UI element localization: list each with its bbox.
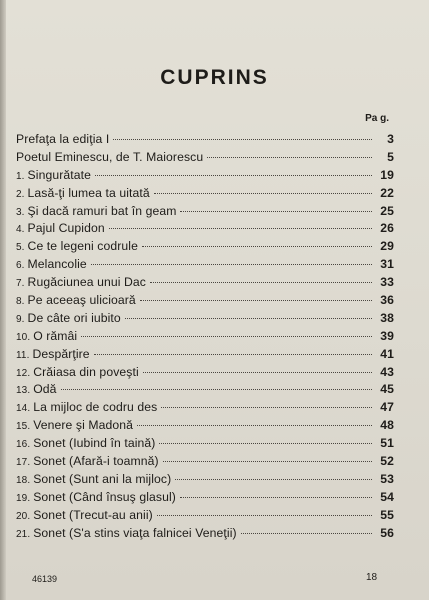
toc-entry-page: 47: [380, 400, 394, 415]
page-column-label: Pa g.: [365, 113, 389, 124]
toc-entry-number: 19.: [16, 492, 31, 504]
toc-entry-page: 36: [380, 293, 394, 308]
toc-entry: [16, 526, 394, 544]
toc-entry-title: Sonet (Afară-i toamnă): [33, 454, 159, 469]
toc-entry-title: Prefaţa la ediţia I: [16, 132, 110, 146]
dot-leader: [91, 264, 372, 265]
toc-entry-title: Rugăciunea unui Dac: [27, 275, 146, 290]
toc-entry-page: 43: [380, 364, 394, 379]
toc-entry-number: 14.: [16, 403, 31, 415]
toc-entry-number: 4.: [16, 224, 25, 236]
dot-leader: [241, 533, 372, 534]
toc-entry-page: 5: [387, 149, 394, 164]
dot-leader: [175, 479, 372, 480]
toc-entry-number: 2.: [16, 188, 25, 200]
toc-entry: [16, 257, 394, 275]
toc-entry-title: Ce te legeni codrule: [27, 239, 138, 254]
toc-entry-title: Sonet (Trecut-au anii): [33, 507, 153, 522]
toc-entry: [16, 454, 394, 472]
toc-entry-number: 15.: [16, 421, 31, 433]
toc-entry-title: Sonet (S'a stins viaţa falnicei Veneţii): [33, 525, 237, 540]
toc-entry-number: 18.: [16, 474, 31, 486]
toc-entry-title: Despărţire: [32, 346, 90, 361]
toc-entry-number: 17.: [16, 457, 31, 469]
toc-entry-page: 45: [380, 382, 394, 397]
dot-leader: [157, 515, 372, 516]
toc-entry-title: Sonet (Iubind în taină): [33, 436, 156, 451]
toc-entry: [16, 436, 394, 454]
toc-entry-title: Odă: [33, 382, 57, 397]
toc-entry-title: Poetul Eminescu, de T. Maiorescu: [16, 149, 204, 164]
dot-leader: [150, 282, 372, 283]
toc-entry-page: 31: [380, 257, 394, 272]
toc-entry-title: Melancolie: [27, 257, 87, 272]
toc-entry-title: Pe aceeaş ulicioară: [27, 293, 136, 308]
toc-entry: [16, 400, 394, 418]
toc-entry-number: 11.: [16, 349, 30, 361]
toc-entry-page: 26: [380, 221, 394, 236]
toc-entry-title: O rămâi: [33, 328, 78, 343]
toc-entry: [16, 168, 394, 186]
dot-leader: [142, 246, 372, 247]
toc-entry: [16, 418, 394, 436]
toc-entry-number: 5.: [16, 242, 25, 254]
toc-entry-number: 3.: [16, 206, 25, 218]
sheet-number: 18: [366, 572, 378, 583]
toc-entry-page: 54: [380, 489, 394, 504]
toc-entry-title: Pajul Cupidon: [27, 221, 105, 236]
dot-leader: [94, 354, 372, 355]
toc-entry-number: 8.: [16, 296, 25, 308]
toc-entry-page: 55: [380, 507, 394, 522]
toc-entry-page: 51: [380, 436, 394, 451]
toc-entry-page: 41: [380, 346, 394, 361]
toc-entry-title: De câte ori iubito: [27, 310, 121, 325]
toc-entry-page: 22: [380, 185, 394, 200]
dot-leader: [180, 497, 372, 498]
dot-leader: [137, 425, 372, 426]
toc-entry-number: 20.: [16, 510, 31, 522]
toc-entry-page: 48: [380, 418, 394, 433]
toc-entry: [16, 275, 394, 293]
dot-leader: [125, 318, 372, 319]
dot-leader: [180, 211, 372, 212]
toc-entry-title: Sonet (Când însuş glasul): [33, 489, 176, 504]
toc-entry: [16, 329, 394, 347]
table-of-contents: [16, 132, 394, 543]
toc-entry-page: 38: [380, 310, 394, 325]
dot-leader: [109, 228, 372, 229]
toc-entry-page: 29: [380, 239, 394, 254]
toc-entry-page: 39: [380, 328, 394, 343]
toc-entry-number: 10.: [16, 331, 31, 343]
dot-leader: [159, 443, 372, 444]
toc-entry-page: 19: [380, 167, 394, 182]
dot-leader: [140, 300, 372, 301]
toc-entry-title: Crăiasa din poveşti: [33, 364, 139, 379]
toc-entry-page: 25: [380, 203, 394, 218]
toc-entry-page: 33: [380, 275, 394, 290]
toc-entry: [16, 347, 394, 365]
print-code: 46139: [32, 574, 58, 584]
toc-entry-number: 21.: [16, 528, 31, 540]
dot-leader: [207, 157, 372, 158]
toc-entry-number: 13.: [16, 385, 31, 397]
dot-leader: [113, 139, 372, 140]
toc-entry-title: Lasă-ţi lumea ta uitată: [27, 185, 150, 200]
toc-entry-number: 1.: [16, 170, 25, 182]
page-binding-edge: [0, 0, 6, 600]
toc-entry-title: La mijloc de codru des: [33, 400, 158, 415]
dot-leader: [143, 372, 372, 373]
toc-entry: [16, 150, 394, 168]
toc-entry-title: Şi dacă ramuri bat în geam: [27, 203, 177, 218]
toc-entry: [16, 204, 394, 222]
toc-entry-title: Sonet (Sunt ani la mijloc): [33, 471, 172, 486]
toc-entry: [16, 382, 394, 400]
toc-entry-number: 12.: [16, 367, 31, 379]
toc-entry-number: 7.: [16, 278, 25, 290]
toc-entry: [16, 490, 394, 508]
toc-entry: [16, 239, 394, 257]
dot-leader: [61, 389, 372, 390]
toc-entry: [16, 132, 394, 150]
toc-entry: [16, 221, 394, 239]
toc-entry: [16, 365, 394, 383]
toc-entry-number: 9.: [16, 313, 25, 325]
page-title: CUPRINS: [160, 66, 269, 89]
dot-leader: [154, 193, 372, 194]
dot-leader: [161, 407, 372, 408]
toc-entry: [16, 508, 394, 526]
dot-leader: [163, 461, 372, 462]
toc-entry-page: 52: [380, 454, 394, 469]
toc-entry-number: 6.: [16, 260, 25, 272]
toc-entry-page: 56: [380, 525, 394, 540]
toc-entry-title: Venere şi Madonă: [33, 418, 134, 433]
toc-entry-page: 3: [387, 132, 394, 146]
toc-entry-page: 53: [380, 471, 394, 486]
toc-entry: [16, 293, 394, 311]
dot-leader: [81, 336, 372, 337]
toc-entry: [16, 186, 394, 204]
toc-entry-number: 16.: [16, 439, 31, 451]
dot-leader: [95, 175, 372, 176]
toc-entry-title: Singurătate: [27, 167, 91, 182]
toc-entry: [16, 472, 394, 490]
toc-entry: [16, 311, 394, 329]
